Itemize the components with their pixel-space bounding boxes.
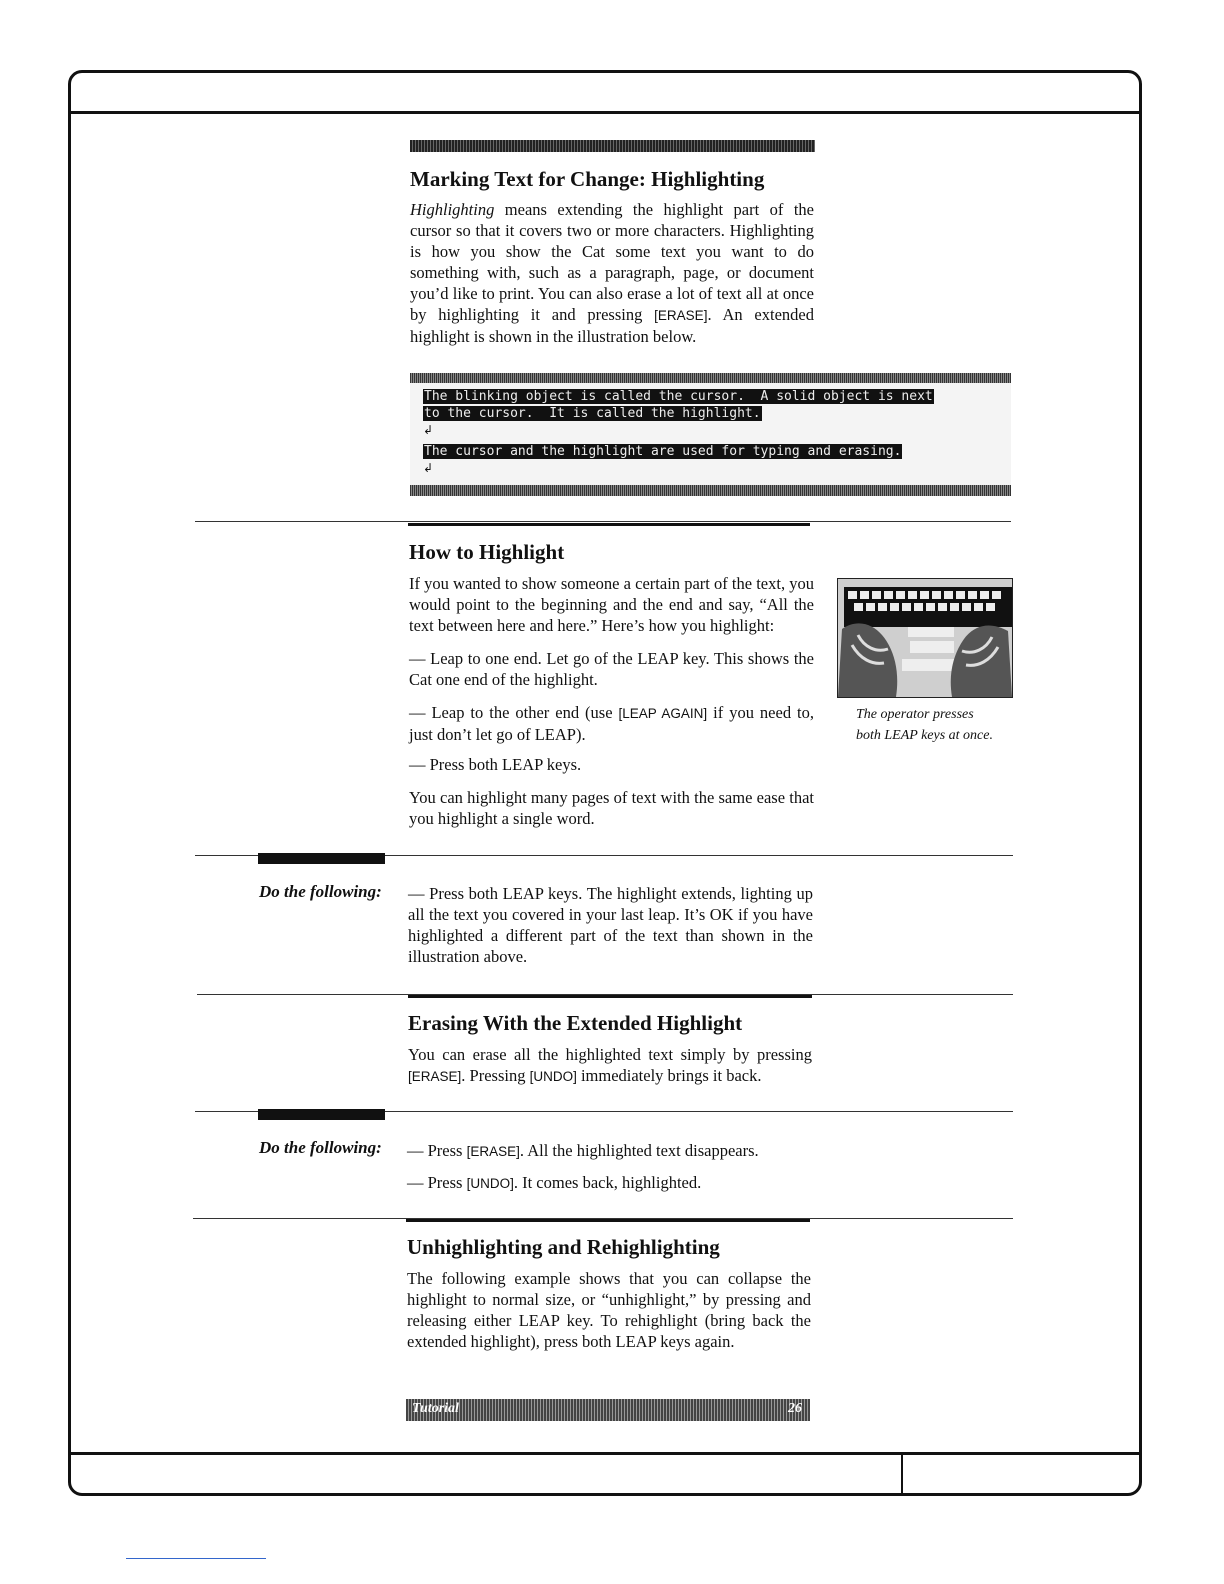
return-icon: ↲ [423, 423, 434, 437]
frame-header-rule [71, 111, 1139, 114]
erase-key: [ERASE] [654, 308, 708, 323]
page-footer-band [406, 1399, 810, 1421]
footer-section-name: Tutorial [412, 1401, 459, 1416]
frame-footer-divider [901, 1455, 903, 1493]
do-marker-bar [258, 853, 385, 864]
how-step-2: — Leap to the other end (use [LEAP AGAIN] if you need to, just don’t let go of LEAP). [409, 703, 815, 744]
section-title-unhighlighting: Unhighlighting and Rehighlighting [407, 1235, 720, 1259]
screen-top-band [410, 373, 1011, 383]
undo-key: [UNDO] [466, 1176, 514, 1191]
erase-key: [ERASE] [466, 1144, 520, 1159]
photo-caption: The operator presses both LEAP keys at once. [856, 707, 993, 743]
do-instructions-2-step-2: — Press [UNDO]. It comes back, highlighted. [407, 1173, 702, 1192]
return-icon: ↲ [423, 461, 434, 475]
section-header-band [410, 140, 815, 152]
erasing-paragraph: You can erase all the highlighted text simply by pressing [ERASE]. Pressing [UNDO] immediately brings it back. [408, 1045, 812, 1085]
term-highlighting: Highlighting [410, 200, 495, 219]
marking-paragraph: Highlighting means extending the highlight part of the cursor so that it covers two or more characters. Highlighting is how you show the Cat some text you want to do something with, such as a paragraph, page, or document you’d like to print. You can also erase a lot of text all at once by highlighting it and pressing [ERASE]. An extended highlight is shown in the illustration below. [410, 200, 814, 346]
how-closing: You can highlight many pages of text with the same ease that you highlight a single word. [409, 788, 814, 828]
frame-footer-rule [71, 1452, 1139, 1455]
undo-key: [UNDO] [529, 1069, 577, 1084]
section-divider-thick [408, 995, 812, 998]
screen-line-3: The cursor and the highlight are used for typing and erasing. [424, 444, 902, 459]
section-title-erasing: Erasing With the Extended Highlight [408, 1011, 743, 1035]
section-title-marking: Marking Text for Change: Highlighting [410, 167, 765, 191]
page-number: 26 [788, 1401, 802, 1416]
screen-line-2: to the cursor. It is called the highlight. [424, 406, 761, 421]
how-step-3: — Press both LEAP keys. [409, 755, 582, 774]
section-divider-thick [406, 1219, 810, 1222]
do-marker-bar [258, 1109, 385, 1120]
do-instructions-2-step-1: — Press [ERASE]. All the highlighted text disappears. [407, 1141, 759, 1160]
do-instructions-1: — Press both LEAP keys. The highlight extends, lighting up all the text you covered in your last leap. It’s OK if you have highlighted a different part of the text than shown in the illustration above. [408, 884, 813, 966]
do-label: Do the following: [259, 882, 382, 901]
how-step-1: — Leap to one end. Let go of the LEAP key. This shows the Cat one end of the highlight. [409, 649, 814, 689]
screen-line-1: The blinking object is called the cursor. A solid object is next [424, 389, 933, 404]
section-divider-thick [408, 523, 810, 526]
screen-bottom-band [410, 485, 1011, 496]
section-divider [195, 521, 1011, 522]
keyboard-hands-photo [837, 578, 1013, 698]
keyboard-hands-icon [838, 579, 1012, 697]
erase-key: [ERASE] [408, 1069, 462, 1084]
screen-illustration [410, 373, 1011, 496]
leap-again-key: [LEAP AGAIN] [618, 706, 708, 721]
do-label: Do the following: [259, 1138, 382, 1157]
bottom-link-underline [126, 1558, 266, 1559]
how-intro: If you wanted to show someone a certain part of the text, you would point to the beginning and the end and say, “All the text between here and here.” Here’s how you highlight: [409, 574, 814, 635]
section-title-how: How to Highlight [409, 540, 565, 564]
unhighlighting-paragraph: The following example shows that you can collapse the highlight to normal size, or “unhighlight,” by pressing and releasing either LEAP key. To rehighlight (bring back the extended highlight), press both LEAP keys again. [407, 1269, 811, 1351]
